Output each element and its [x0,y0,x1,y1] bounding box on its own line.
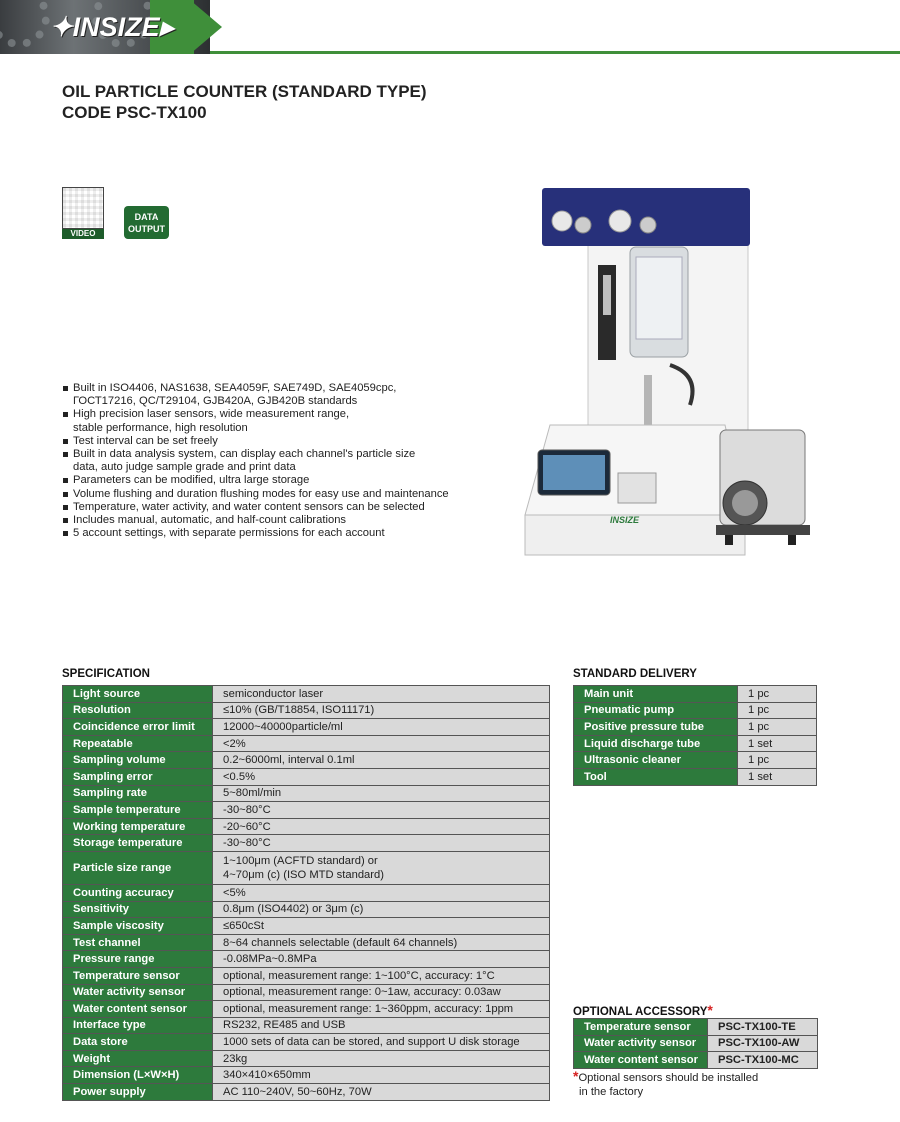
page-title: OIL PARTICLE COUNTER (STANDARD TYPE) [62,82,427,101]
row-value: optional, measurement range: 1~100°C, accuracy: 1°C [213,967,550,984]
gauge-icon [609,210,631,232]
row-value-line2: 4~70μm (c) (ISO MTD standard) [223,868,384,881]
row-value: -30~80°C [213,835,550,852]
brand-logo [50,12,173,43]
product-logo: INSIZE [610,515,640,525]
row-label: Pneumatic pump [574,702,738,719]
asterisk-icon: * [573,1068,579,1084]
row-value: semiconductor laser [213,686,550,703]
feature-list [62,382,532,540]
row-label: Light source [63,686,213,703]
syringe [603,275,611,315]
qr-code-icon [62,187,104,229]
note-line2: in the factory [579,1085,644,1098]
brand-logo-text: INSIZE [72,12,160,42]
row-value: PSC-TX100-AW [708,1035,818,1052]
row-label: Working temperature [63,818,213,835]
row-value: 1 pc [738,719,817,736]
row-label: Counting accuracy [63,884,213,901]
table-row [63,1034,550,1051]
arrow-right-icon: ▸ [159,12,174,42]
row-label: Pressure range [63,951,213,968]
table-row [63,901,550,918]
row-label: Particle size range [63,851,213,884]
table-row [574,1035,818,1052]
feature-item: ГОСТ17216, QC/T29104, GJB420A, GJB420B standards [73,395,358,408]
optional-table [573,1018,818,1069]
table-row [63,1067,550,1084]
table-row [63,951,550,968]
row-value: optional, measurement range: 1~360ppm, accuracy: 1ppm [213,1001,550,1018]
data-output-line1: DATA [134,212,159,222]
feature-item: Temperature, water activity, and water content sensors can be selected [62,501,532,514]
row-label: Interface type [63,1017,213,1034]
row-value: -30~80°C [213,802,550,819]
optional-note [573,1070,758,1099]
table-row [574,1052,818,1069]
row-value: -0.08MPa~0.8MPa [213,951,550,968]
row-label: Temperature sensor [63,967,213,984]
table-row [63,1017,550,1034]
table-row [63,851,550,884]
row-value: optional, measurement range: 0~1aw, accuracy: 0.03aw [213,984,550,1001]
product-image [520,185,820,570]
feature-item: data, auto judge sample grade and print data [73,461,296,474]
row-value: <5% [213,884,550,901]
table-row [574,686,817,703]
row-label: Weight [63,1050,213,1067]
row-label: Sensitivity [63,901,213,918]
feature-item: High precision laser sensors, wide measurement range, [62,408,532,421]
row-value [213,851,550,884]
feature-item: 5 account settings, with separate permissions for each account [62,527,532,540]
feature-item: Volume flushing and duration flushing modes for easy use and maintenance [62,488,532,501]
screen-display [543,455,605,490]
glass-cylinder [636,257,682,339]
feature-item: Test interval can be set freely [62,435,532,448]
table-row [63,768,550,785]
row-value: 23kg [213,1050,550,1067]
row-label: Power supply [63,1084,213,1101]
row-label: Sampling rate [63,785,213,802]
row-value: PSC-TX100-MC [708,1052,818,1069]
row-value-line1: 1~100μm (ACFTD standard) or [223,854,378,867]
row-label: Resolution [63,702,213,719]
delivery-table [573,685,817,786]
arrow-left-icon: ✦ [50,12,73,42]
gear-icon [0,0,50,48]
table-row [63,967,550,984]
table-row [63,835,550,852]
row-label: Water content sensor [574,1052,708,1069]
row-label: Sample viscosity [63,918,213,935]
row-value: 5~80ml/min [213,785,550,802]
gauge-icon [552,211,572,231]
table-row [574,768,817,785]
printer [618,473,656,503]
row-value: 1000 sets of data can be stored, and support U disk storage [213,1034,550,1051]
row-value: 1 set [738,768,817,785]
table-row [63,785,550,802]
row-label: Ultrasonic cleaner [574,752,738,769]
table-row [63,802,550,819]
knob-icon [640,217,656,233]
table-row [63,752,550,769]
table-row [574,719,817,736]
spec-table [62,685,550,1101]
row-label: Sampling error [63,768,213,785]
row-value: 1 pc [738,686,817,703]
row-value: PSC-TX100-TE [708,1019,818,1036]
row-label: Positive pressure tube [574,719,738,736]
video-label: VIDEO [62,229,104,239]
feature-item: Built in ISO4406, NAS1638, SEA4059F, SAE749D, SAE4059cpc, [62,382,532,395]
row-label: Water activity sensor [63,984,213,1001]
row-value: ≤10% (GB/T18854, ISO11171) [213,702,550,719]
row-value: <0.5% [213,768,550,785]
table-row [574,1019,818,1036]
row-label: Main unit [574,686,738,703]
row-label: Coincidence error limit [63,719,213,736]
pump-base [716,525,810,535]
table-row [63,1084,550,1101]
table-row [574,702,817,719]
table-row [63,918,550,935]
header-banner [0,0,900,56]
table-row [574,752,817,769]
spec-title: SPECIFICATION [62,668,150,680]
table-row [63,934,550,951]
row-label: Temperature sensor [574,1019,708,1036]
note-line1: Optional sensors should be installed [578,1072,759,1084]
data-output-line2: OUTPUT [128,224,165,234]
table-row [63,818,550,835]
qr-video-badge[interactable] [62,187,104,239]
table-row [63,884,550,901]
row-label: Sampling volume [63,752,213,769]
row-label: Test channel [63,934,213,951]
feature-item: Built in data analysis system, can display each channel's particle size [62,448,532,461]
row-value: 0.8μm (ISO4402) or 3μm (c) [213,901,550,918]
row-value: <2% [213,735,550,752]
banner-rule [210,51,900,54]
product-code: CODE PSC-TX100 [62,103,207,122]
row-value: ≤650cSt [213,918,550,935]
data-output-badge [124,206,169,239]
banner-arrow [190,0,222,54]
table-row [63,1050,550,1067]
feature-item: stable performance, high resolution [73,421,248,434]
row-label: Water content sensor [63,1001,213,1018]
row-value: 340×410×650mm [213,1067,550,1084]
row-value: -20~60°C [213,818,550,835]
row-label: Liquid discharge tube [574,735,738,752]
row-label: Dimension (L×W×H) [63,1067,213,1084]
table-row [63,735,550,752]
row-label: Sample temperature [63,802,213,819]
table-row [63,719,550,736]
row-label: Data store [63,1034,213,1051]
row-label: Tool [574,768,738,785]
optional-title [573,1002,713,1018]
row-label: Storage temperature [63,835,213,852]
row-value: AC 110~240V, 50~60Hz, 70W [213,1084,550,1101]
row-value: 1 pc [738,752,817,769]
feature-item: Includes manual, automatic, and half-count calibrations [62,514,532,527]
asterisk-icon: * [707,1002,713,1018]
feature-item: Parameters can be modified, ultra large storage [62,474,532,487]
row-value: 1 set [738,735,817,752]
row-label: Water activity sensor [574,1035,708,1052]
row-value: 12000~40000particle/ml [213,719,550,736]
delivery-title: STANDARD DELIVERY [573,668,697,680]
table-row [574,735,817,752]
table-row [63,686,550,703]
row-value: 0.2~6000ml, interval 0.1ml [213,752,550,769]
table-row [63,702,550,719]
row-label: Repeatable [63,735,213,752]
row-value: 8~64 channels selectable (default 64 channels) [213,934,550,951]
row-value: 1 pc [738,702,817,719]
table-row [63,1001,550,1018]
optional-title-text: OPTIONAL ACCESSORY [573,1006,708,1018]
row-value: RS232, RE485 and USB [213,1017,550,1034]
knob-icon [575,217,591,233]
table-row [63,984,550,1001]
